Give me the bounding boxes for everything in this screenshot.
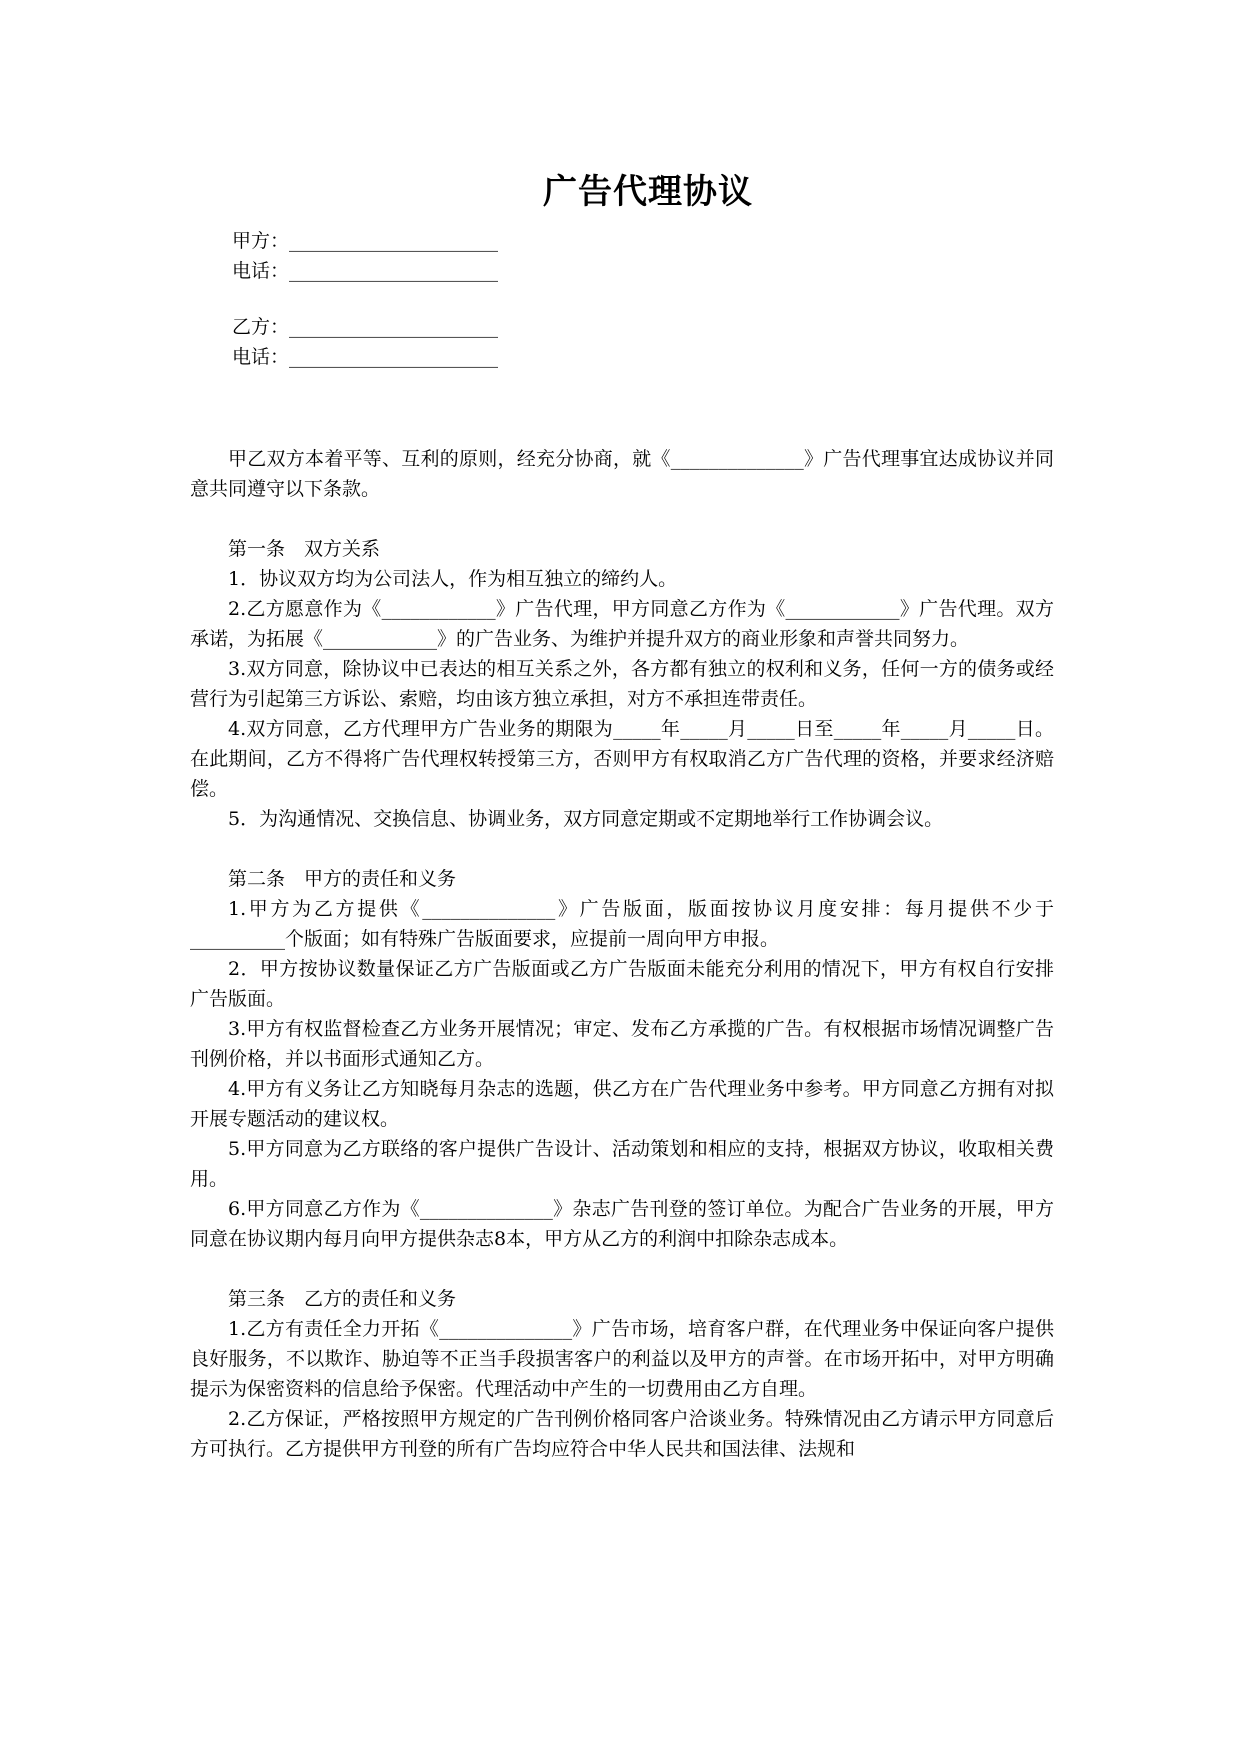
article-1-item: 1．协议双方均为公司法人，作为相互独立的缔约人。 xyxy=(228,568,678,590)
party-b-line: 乙方：______________________ xyxy=(232,316,499,338)
article-1-item: 5．为沟通情况、交换信息、协调业务，双方同意定期或不定期地举行工作协调会议。 xyxy=(228,808,944,830)
document-title: 广告代理协议 xyxy=(543,172,753,212)
article-2-item: 5.甲方同意为乙方联络的客户提供广告设计、活动策划和相应的支持，根据双方协议，收取相关费用。 xyxy=(190,1138,1054,1190)
party-b-phone-line: 电话：______________________ xyxy=(232,346,499,368)
article-1-item: 4.双方同意，乙方代理甲方广告业务的期限为_____年_____月_____日至_____年_____月_____日。在此期间，乙方不得将广告代理权转授第三方，否则甲方有权取消乙方广告代理的资格，并要求经济赔偿。 xyxy=(190,718,1054,800)
article-2-item: 1.甲方为乙方提供《______________》广告版面，版面按协议月度安排：每月提供不少于__________个版面；如有特殊广告版面要求，应提前一周向甲方申报。 xyxy=(190,898,1054,950)
article-2-item: 2．甲方按协议数量保证乙方广告版面或乙方广告版面未能充分利用的情况下，甲方有权自行安排广告版面。 xyxy=(190,958,1054,1010)
document-body xyxy=(190,444,1054,1464)
article-3-heading: 第三条 乙方的责任和义务 xyxy=(228,1288,457,1310)
intro-paragraph: 甲乙双方本着平等、互利的原则，经充分协商，就《______________》广告代理事宜达成协议并同意共同遵守以下条款。 xyxy=(190,448,1054,500)
article-2-heading: 第二条 甲方的责任和义务 xyxy=(228,868,457,890)
article-2-item: 4.甲方有义务让乙方知晓每月杂志的选题，供乙方在广告代理业务中参考。甲方同意乙方拥有对拟开展专题活动的建议权。 xyxy=(190,1078,1054,1130)
party-a-line: 甲方：______________________ xyxy=(232,230,499,252)
article-1-heading: 第一条 双方关系 xyxy=(228,538,381,560)
article-1-item: 3.双方同意，除协议中已表达的相互关系之外，各方都有独立的权利和义务，任何一方的债务或经营行为引起第三方诉讼、索赔，均由该方独立承担，对方不承担连带责任。 xyxy=(190,658,1054,710)
article-3-item: 2.乙方保证，严格按照甲方规定的广告刊例价格同客户洽谈业务。特殊情况由乙方请示甲方同意后方可执行。乙方提供甲方刊登的所有广告均应符合中华人民共和国法律、法规和 xyxy=(190,1408,1054,1460)
article-2-item: 6.甲方同意乙方作为《______________》杂志广告刊登的签订单位。为配合广告业务的开展，甲方同意在协议期内每月向甲方提供杂志8本，甲方从乙方的利润中扣除杂志成本。 xyxy=(190,1198,1054,1250)
party-a-phone-line: 电话：______________________ xyxy=(232,260,499,282)
article-1-item: 2.乙方愿意作为《____________》广告代理，甲方同意乙方作为《____________》广告代理。双方承诺，为拓展《____________》的广告业务、为维护并提升双方的商业形象和声誉共同努力。 xyxy=(190,598,1054,650)
article-3-item: 1.乙方有责任全力开拓《______________》广告市场，培育客户群，在代理业务中保证向客户提供良好服务，不以欺诈、胁迫等不正当手段损害客户的利益以及甲方的声誉。在市场开拓中，对甲方明确提示为保密资料的信息给予保密。代理活动中产生的一切费用由乙方自理。 xyxy=(190,1318,1054,1400)
article-2-item: 3.甲方有权监督检查乙方业务开展情况；审定、发布乙方承揽的广告。有权根据市场情况调整广告刊例价格，并以书面形式通知乙方。 xyxy=(190,1018,1054,1070)
